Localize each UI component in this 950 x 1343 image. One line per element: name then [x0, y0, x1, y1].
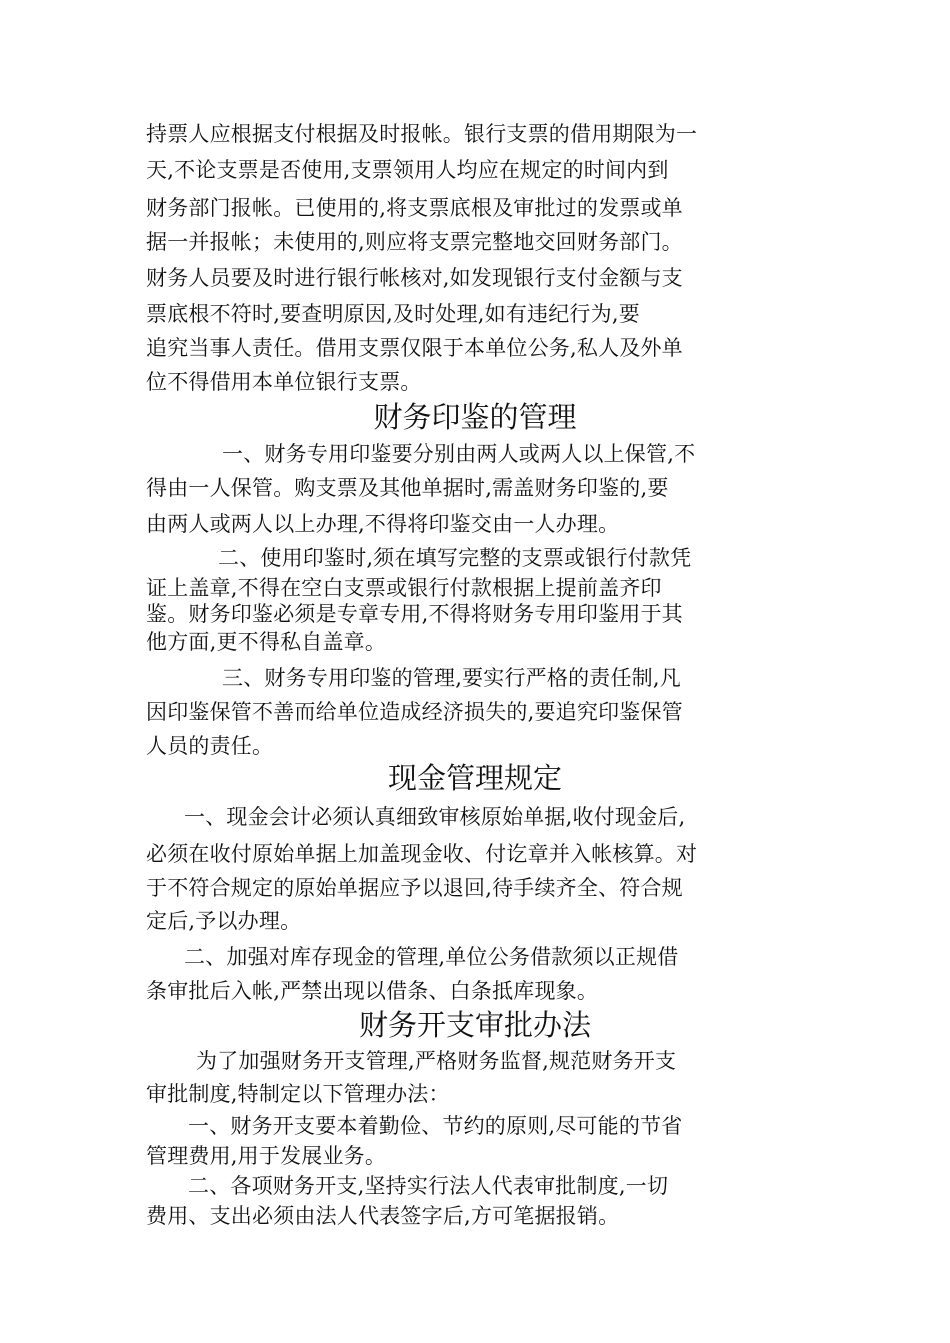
seal-line: 证上盖章,不得在空白支票或银行付款根据上提前盖齐印 — [146, 576, 662, 600]
intro-line: 追究当事人责任。借用支票仅限于本单位公务,私人及外单 — [146, 336, 683, 360]
intro-line: 票底根不符时,要查明原因,及时处理,如有违纪行为,要 — [146, 302, 640, 326]
seal-line: 得由一人保管。购支票及其他单据时,需盖财务印鉴的,要 — [146, 476, 669, 500]
expense-line: 费用、支出必须由法人代表签字后,方可笔据报销。 — [146, 1204, 620, 1228]
intro-line: 持票人应根据支付根据及时报帐。银行支票的借用期限为一 — [146, 122, 698, 146]
expense-line: 二、各项财务开支,坚持实行法人代表审批制度,一切 — [188, 1174, 669, 1198]
intro-line: 位不得借用本单位银行支票。 — [146, 370, 422, 394]
section-title-expense: 财务开支审批办法 — [358, 1008, 591, 1042]
expense-line: 管理费用,用于发展业务。 — [146, 1144, 387, 1168]
intro-line: 据一并报帐；未使用的,则应将支票完整地交回财务部门。 — [146, 230, 683, 254]
cash-line: 二、加强对库存现金的管理,单位公务借款须以正规借 — [184, 945, 679, 969]
seal-line: 二、使用印鉴时,须在填写完整的支票或银行付款凭 — [218, 546, 692, 570]
section-title-seal: 财务印鉴的管理 — [373, 400, 577, 434]
cash-line: 定后,予以办理。 — [146, 909, 302, 933]
seal-line: 他方面,更不得私自盖章。 — [146, 630, 387, 654]
seal-line: 一、财务专用印鉴要分别由两人或两人以上保管,不 — [222, 442, 696, 466]
seal-line: 三、财务专用印鉴的管理,要实行严格的责任制,凡 — [222, 666, 681, 690]
expense-line: 一、财务开支要本着勤俭、节约的原则,尽可能的节省 — [188, 1114, 683, 1138]
cash-line: 于不符合规定的原始单据应予以退回,待手续齐全、符合规 — [146, 876, 683, 900]
expense-line: 为了加强财务开支管理,严格财务监督,规范财务开支 — [196, 1049, 677, 1073]
seal-line: 由两人或两人以上办理,不得将印鉴交由一人办理。 — [146, 512, 620, 536]
intro-line: 财务部门报帐。已使用的,将支票底根及审批过的发票或单 — [146, 196, 683, 220]
cash-line: 条审批后入帐,严禁出现以借条、白条抵库现象。 — [146, 979, 599, 1003]
cash-line: 必须在收付原始单据上加盖现金收、付讫章并入帐核算。对 — [146, 842, 698, 866]
expense-line: 审批制度,特制定以下管理办法： — [146, 1082, 450, 1106]
cash-line: 一、现金会计必须认真细致审核原始单据,收付现金后, — [184, 805, 686, 829]
seal-line: 鉴。财务印鉴必须是专章专用,不得将财务专用印鉴用于其 — [146, 602, 683, 626]
section-title-cash: 现金管理规定 — [387, 761, 562, 795]
intro-line: 天,不论支票是否使用,支票领用人均应在规定的时间内到 — [146, 158, 669, 182]
seal-line: 人员的责任。 — [146, 734, 274, 758]
intro-line: 财务人员要及时进行银行帐核对,如发现银行支付金额与支 — [146, 266, 683, 290]
seal-line: 因印鉴保管不善而给单位造成经济损失的,要追究印鉴保管 — [146, 700, 683, 724]
